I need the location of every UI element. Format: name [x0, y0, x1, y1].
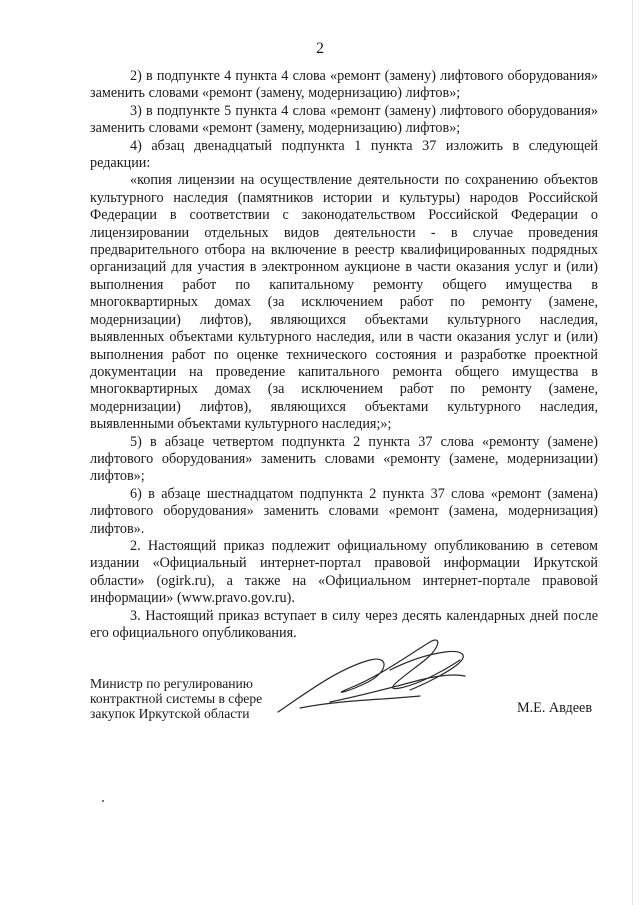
signatory-title-line: закупок Иркутской области	[90, 706, 250, 721]
paragraph-item-3: 3) в подпункте 5 пункта 4 слова «ремонт (замену) лифтового оборудования» заменить словами «ремонт (замену, модернизацию) лифтов»;	[90, 102, 598, 137]
page-number: 2	[316, 40, 324, 57]
paragraph-item-5: 5) в абзаце четвертом подпункта 2 пункта 37 слова «ремонту (замене) лифтового оборудования» заменить словами «ремонту (замене, модернизации) лифтов»;	[90, 433, 598, 485]
paragraph-effective-date: 3. Настоящий приказ вступает в силу через десять календарных дней после его официального опубликования.	[90, 607, 598, 641]
signatory-title-line: Министр по регулированию	[90, 676, 253, 691]
paragraph-item-4: 4) абзац двенадцатый подпункта 1 пункта 37 изложить в следующей редакции:	[90, 137, 598, 172]
signatory-title	[90, 676, 262, 721]
signatory-name: М.Е. Авдеев	[517, 700, 593, 716]
paragraph-item-6: 6) в абзаце шестнадцатом подпункта 2 пункта 37 слова «ремонт (замена) лифтового оборудования» заменить словами «ремонт (замена, модернизация) лифтов».	[90, 485, 598, 537]
paragraph-publication: 2. Настоящий приказ подлежит официальному опубликованию в сетевом издании «Официальный интернет-портал правовой информации Иркутской области» (ogirk.ru), а также на «Официальном интернет-портале правовой информации» (www.pravo.gov.ru).	[90, 537, 598, 607]
paragraph-quoted-text: «копия лицензии на осуществление деятельности по сохранению объектов культурного наследия (памятников истории и культуры) народов Российской Федерации в соответствии с законодательством Российской Федерации о лицензировании отдельных видов деятельности - в случае проведения предварительного отбора на включение в реестр квалифицированных подрядных организаций для участия в электронном аукционе в части оказания услуг и (или) выполнения работ по капитальному ремонту общего имущества в многоквартирных домах (за исключением работ по ремонту (замене, модернизации) лифтов), являющихся объектами культурного наследия, выявленных объектами культурного наследия, или в части оказания услуг и (или) выполнения работ по оценке технического состояния и разработке проектной документации на проведение капитального ремонта общего имущества в многоквартирных домах (за исключением работ по ремонту (замене, модернизации) лифтов), являющихся объектами культурного наследия, выявленными объектами культурного наследия;»;	[90, 172, 598, 433]
scan-speck	[102, 800, 104, 802]
signatory-title-line: контрактной системы в сфере	[90, 691, 263, 706]
paragraph-item-2: 2) в подпункте 4 пункта 4 слова «ремонт (замену) лифтового оборудования» заменить словами «ремонт (замену, модернизацию) лифтов»;	[90, 68, 598, 102]
handwritten-signature	[270, 630, 510, 720]
